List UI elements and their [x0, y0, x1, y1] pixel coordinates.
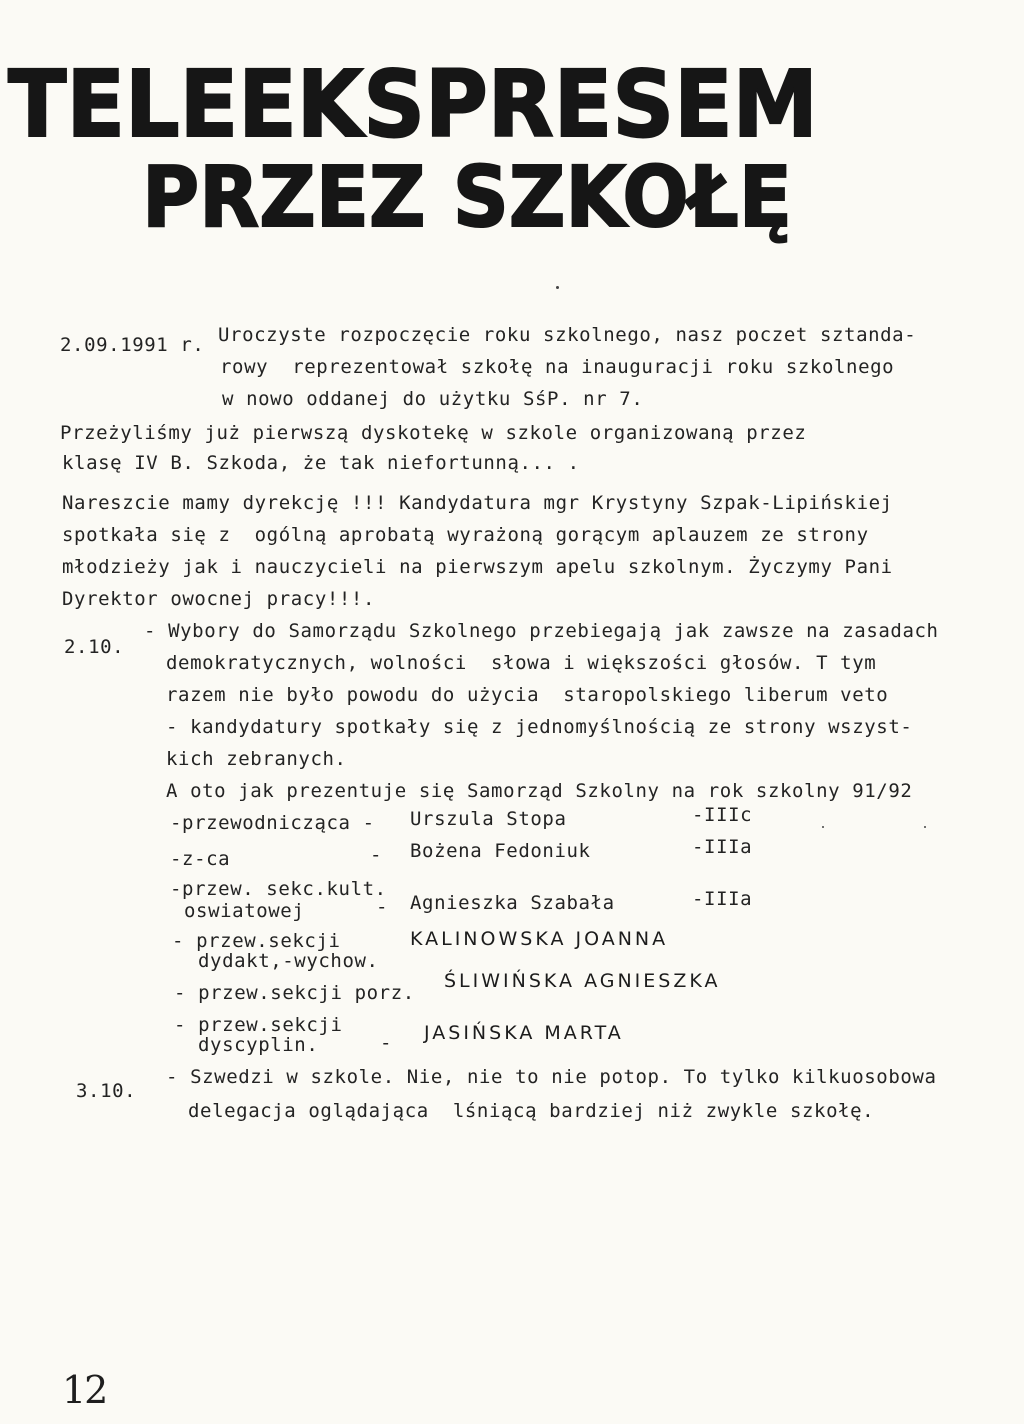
title-line-2: PRZEZ SZKOŁĘ — [142, 148, 792, 246]
entry-text: - Szwedzi w szkole. Nie, nie to nie potop. To tylko kilkuosobowa — [166, 1066, 937, 1088]
council-name: Agnieszka Szabała — [410, 892, 615, 914]
scan-speck — [556, 286, 559, 289]
council-name-handwritten: JASIŃSKA MARTA — [424, 1022, 624, 1044]
paragraph-text: Nareszcie mamy dyrekcję !!! Kandydatura mgr Krystyny Szpak-Lipińskiej — [62, 492, 893, 514]
paragraph-text: spotkała się z ogólną aprobatą wyrażoną gorącym aplauzem ze strony — [62, 524, 869, 546]
council-role: -przew. sekc.kult. — [170, 878, 387, 900]
paragraph-text: Dyrektor owocnej pracy!!!. — [62, 588, 376, 610]
paragraph-text: Przeżyliśmy już pierwszą dyskotekę w szkole organizowaną przez — [60, 422, 807, 444]
scan-speck — [822, 826, 824, 828]
council-name-handwritten: ŚLIWIŃSKA AGNIESZKA — [444, 970, 721, 992]
entry-date: 2.09.1991 r. — [60, 334, 205, 356]
council-role: dyscyplin. — [198, 1034, 319, 1056]
entry-text: A oto jak prezentuje się Samorząd Szkolny na rok szkolny 91/92 — [166, 780, 913, 802]
title-svg — [0, 0, 1024, 260]
entry-text: w nowo oddanej do użytku SśP. nr 7. — [222, 388, 644, 410]
entry-text: razem nie było powodu do użycia staropolskiego liberum veto — [166, 684, 889, 706]
paragraph-text: młodzieży jak i nauczycieli na pierwszym apelu szkolnym. Życzymy Pani — [62, 556, 893, 578]
entry-text: delegacja oglądająca lśniącą bardziej niż zwykle szkołę. — [188, 1100, 875, 1122]
council-dash: - — [370, 844, 383, 866]
council-dash: - — [380, 1032, 393, 1054]
council-role: -przewodnicząca - — [170, 812, 375, 834]
title-line-1: TELEEKSPRESEM — [8, 51, 818, 158]
council-name: Bożena Fedoniuk — [410, 840, 591, 862]
council-class: -IIIa — [692, 888, 753, 910]
page-number: 12 — [62, 1368, 107, 1412]
paragraph-text: klasę IV B. Szkoda, że tak niefortunną... . — [62, 452, 580, 474]
entry-text: Uroczyste rozpoczęcie roku szkolnego, nasz poczet sztanda- — [218, 324, 917, 346]
entry-text: - kandydatury spotkały się z jednomyślnością ze strony wszyst- — [166, 716, 913, 738]
council-name-handwritten: KALINOWSKA JOANNA — [410, 928, 669, 950]
entry-text: kich zebranych. — [166, 748, 347, 770]
council-class: -IIIa — [692, 836, 753, 858]
council-role: - przew.sekcji porz. — [174, 982, 415, 1004]
council-dash: - — [376, 896, 389, 918]
council-role: oswiatowej — [184, 900, 305, 922]
council-role: -z-ca — [170, 848, 231, 870]
scan-speck — [924, 826, 926, 828]
entry-text: rowy reprezentował szkołę na inauguracji roku szkolnego — [220, 356, 895, 378]
council-role: - przew.sekcji — [172, 930, 341, 952]
council-role: dydakt,-wychow. — [198, 950, 379, 972]
entry-text: demokratycznych, wolności słowa i większości głosów. T tym — [166, 652, 877, 674]
council-role: - przew.sekcji — [174, 1014, 343, 1036]
handwritten-title — [0, 0, 1024, 260]
council-name: Urszula Stopa — [410, 808, 567, 830]
entry-text: - Wybory do Samorządu Szkolnego przebiegają jak zawsze na zasadach — [144, 620, 939, 642]
entry-date: 3.10. — [76, 1080, 137, 1102]
entry-date: 2.10. — [64, 636, 125, 658]
council-class: -IIIc — [692, 804, 753, 826]
